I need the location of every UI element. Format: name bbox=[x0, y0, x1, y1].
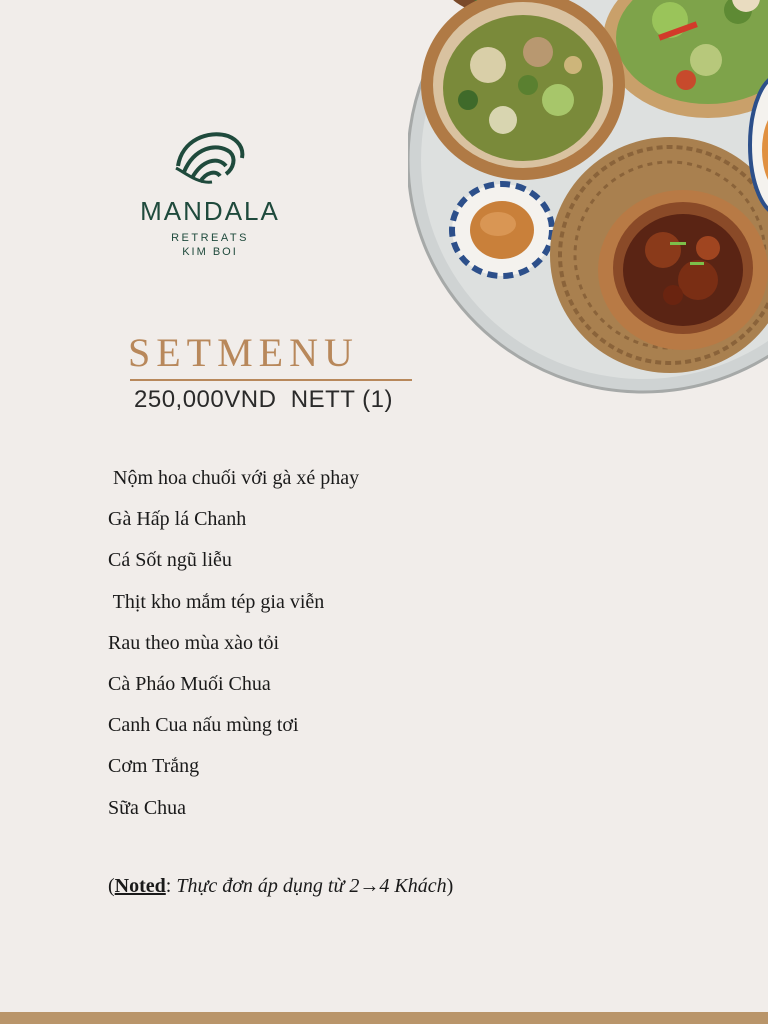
note-separator: : bbox=[165, 875, 177, 897]
dish-item: Cá Sốt ngũ liễu bbox=[108, 549, 232, 572]
dish-item: Nộm hoa chuối với gà xé phay bbox=[108, 467, 360, 489]
brand-logo bbox=[120, 128, 300, 263]
dish-item: Gà Hấp lá Chanh bbox=[108, 508, 247, 531]
brand-location: KIM BOI bbox=[182, 246, 238, 258]
dish-list bbox=[108, 460, 359, 831]
guest-note bbox=[108, 875, 453, 898]
dish-item: Rau theo mùa xào tỏi bbox=[108, 631, 280, 654]
brand-name: MANDALA bbox=[140, 196, 280, 226]
menu-title: SETMENU bbox=[128, 330, 359, 375]
menu-price: 250,000VND NETT (1) bbox=[134, 386, 393, 413]
dish-item: Thịt kho mắm tép gia viễn bbox=[108, 590, 325, 613]
note-label: Noted bbox=[114, 875, 166, 897]
dish-item: Cơm Trắng bbox=[108, 755, 200, 778]
dish-item: Canh Cua nấu mùng tơi bbox=[108, 714, 299, 737]
dish-item: Cà Pháo Muối Chua bbox=[108, 672, 271, 695]
mandala-wave-logo-icon bbox=[172, 128, 248, 188]
note-body: Thực đơn áp dụng từ 2→4 Khách bbox=[176, 875, 447, 897]
title-divider bbox=[130, 379, 412, 381]
brand-tagline-retreats: RETREATS bbox=[171, 232, 249, 244]
dish-item: Sữa Chua bbox=[108, 796, 187, 819]
food-platter-image bbox=[408, 0, 768, 416]
bottom-accent-bar bbox=[0, 1012, 768, 1024]
note-open-paren: ( bbox=[108, 875, 115, 897]
note-close-paren: ) bbox=[446, 875, 454, 897]
